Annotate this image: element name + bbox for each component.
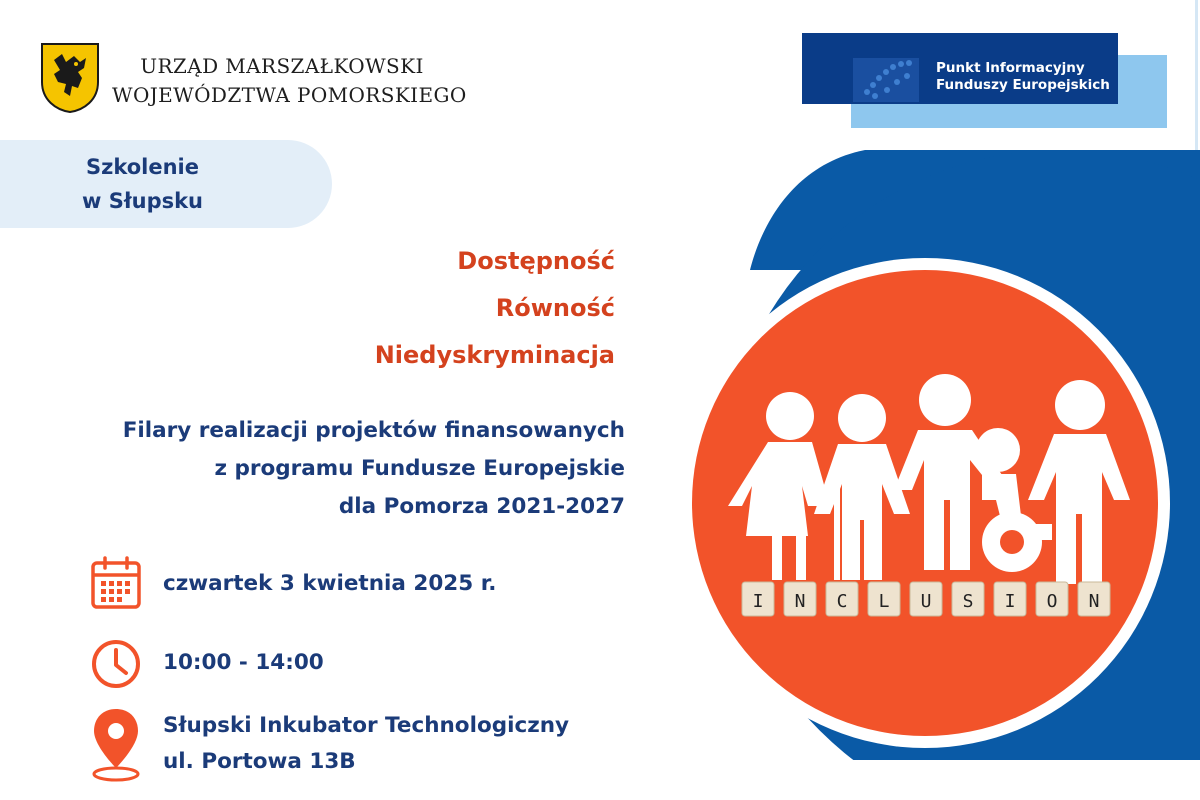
subtitle (123, 412, 625, 526)
venue-line1: Słupski Inkubator Technologiczny (163, 713, 570, 738)
office-name (112, 52, 467, 110)
event-venue (163, 708, 569, 780)
pif-logo-text (936, 60, 1110, 94)
pif-line2: Funduszy Europejskich (936, 77, 1110, 93)
subtitle-line3: dla Pomorza 2021-2027 (338, 494, 625, 519)
location-pin-icon (88, 706, 144, 784)
tile-letter: N (794, 591, 806, 612)
calendar-icon (88, 556, 144, 612)
badge-line2: w Słupsku (81, 189, 204, 213)
event-time: 10:00 - 14:00 (163, 650, 324, 675)
pomorskie-crest-icon (40, 42, 100, 114)
edge-divider (1195, 0, 1198, 160)
tile-letter: O (1046, 591, 1058, 612)
value-non-discrimination: Niedyskryminacja (374, 341, 615, 369)
value-accessibility: Dostępność (457, 247, 615, 275)
venue-line2: ul. Portowa 13B (163, 749, 356, 774)
value-equality: Równość (495, 294, 615, 322)
tile-letter: I (1004, 591, 1016, 612)
tile-letter: U (920, 591, 932, 612)
event-date: czwartek 3 kwietnia 2025 r. (163, 571, 497, 596)
office-name-line1: URZĄD MARSZAŁKOWSKI (140, 54, 424, 78)
subtitle-line1: Filary realizacji projektów finansowanych (122, 418, 625, 443)
badge-line1: Szkolenie (85, 155, 199, 179)
eu-flag-icon (853, 58, 919, 102)
tile-letter: L (878, 591, 890, 612)
pif-line1: Punkt Informacyjny (936, 60, 1085, 76)
clock-icon (88, 636, 144, 692)
inclusion-graphic (640, 150, 1200, 800)
tile-letter: N (1088, 591, 1100, 612)
office-name-line2: WOJEWÓDZTWA POMORSKIEGO (112, 83, 467, 107)
inclusion-tiles (742, 582, 1110, 616)
subtitle-line2: z programu Fundusze Europejskie (214, 456, 625, 481)
tile-letter: S (962, 591, 974, 612)
values-list (375, 238, 615, 379)
tile-letter: C (836, 591, 848, 612)
training-badge-text (0, 150, 285, 218)
tile-letter: I (752, 591, 764, 612)
